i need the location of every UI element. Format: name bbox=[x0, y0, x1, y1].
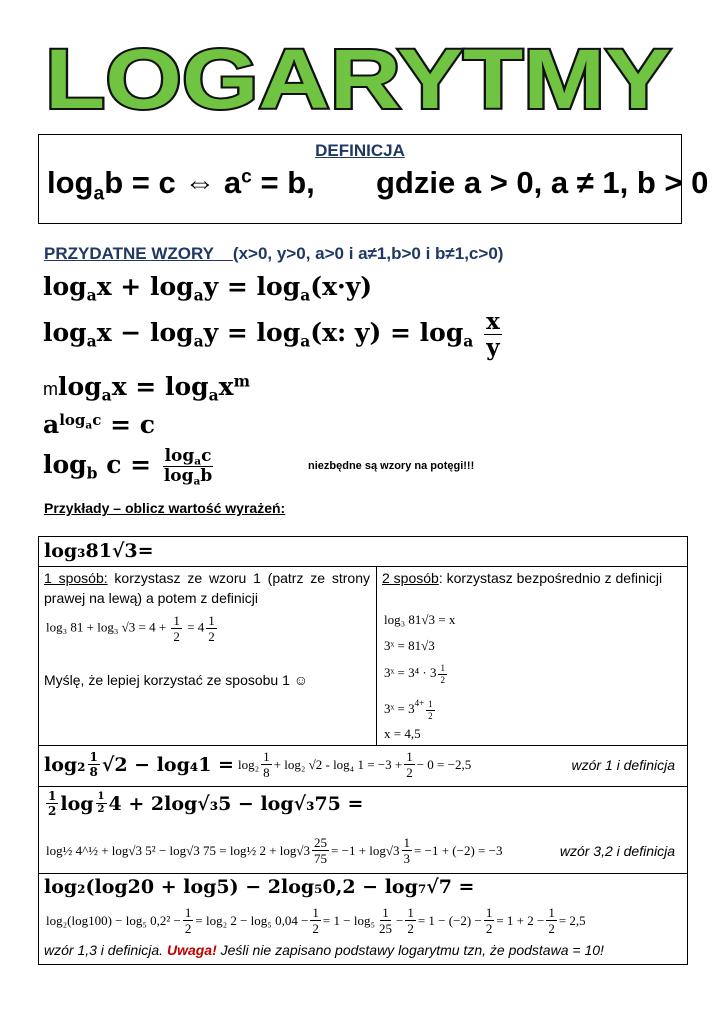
example-2-calc-den: 8 bbox=[263, 765, 270, 780]
example-4-d1: 2 bbox=[184, 921, 192, 936]
example-3-calc bbox=[46, 836, 502, 865]
formulas-conditions: (x>0, y>0, a>0 i a≠1,b>0 i b≠1,c>0) bbox=[232, 244, 504, 263]
example-3-task-log: log bbox=[60, 792, 94, 815]
method-2-label: 2 sposób bbox=[382, 570, 439, 586]
example-3-task bbox=[44, 790, 363, 817]
example-4-d2: 2 bbox=[312, 921, 319, 936]
example-4-calc-b: = log₂ 2 − log₅ 0,04 − bbox=[195, 912, 309, 928]
formula-2-den: y bbox=[486, 334, 500, 361]
formula-4-exp: logac bbox=[59, 410, 102, 432]
example-3-calc-num: 25 bbox=[314, 835, 328, 850]
example-2-calc-right: − 0 = −2,5 bbox=[416, 756, 472, 772]
example-1-task: log₃81√3= bbox=[44, 540, 154, 562]
example-3-calc-expr: log½ 4^½ + log√3 5² − log√3 75 = log½ 2 + log√3 bbox=[46, 842, 311, 858]
example-3-task-num: 1 bbox=[48, 789, 57, 803]
example-2-note: wzór 1 i definicja bbox=[571, 757, 675, 773]
example-1-method-2 bbox=[382, 568, 682, 588]
example-4-n2: 1 bbox=[312, 905, 319, 920]
example-4-calc-d: − bbox=[395, 912, 404, 928]
definition-condition: gdzie a > 0, a ≠ 1, b > 0 bbox=[376, 165, 709, 200]
example-2-task-num: 1 bbox=[89, 750, 98, 764]
footer-b: Jeśli nie zapisano podstawy logarytmu tzn, że podstawa = 10! bbox=[216, 942, 604, 958]
method-2-line-4 bbox=[384, 698, 437, 721]
example-4-calc bbox=[46, 906, 586, 935]
m2-l4-exp: 4+ bbox=[414, 698, 425, 708]
example-3-task-base-den: 2 bbox=[97, 804, 105, 815]
method-1-calc-expr: log₃ 81 + log₃ √3 = 4 + bbox=[46, 619, 167, 635]
example-2-calc-num: 1 bbox=[263, 749, 270, 764]
def-mid: b = c ⇔ a bbox=[104, 165, 242, 200]
method-1-calc bbox=[46, 614, 219, 643]
page-title-text: LOGARYTMY bbox=[45, 40, 671, 120]
formula-3-exp: m bbox=[233, 371, 250, 391]
method-2-line-3-expr: 3ˣ = 3⁴ · 3 bbox=[384, 665, 437, 680]
formula-5-base: b bbox=[86, 463, 98, 483]
page-title bbox=[38, 40, 678, 120]
def-base: a bbox=[93, 183, 105, 205]
formulas-heading bbox=[44, 244, 503, 264]
m2-l3-exp-den: 2 bbox=[440, 675, 445, 685]
example-2-calc-num-2: 1 bbox=[406, 749, 413, 764]
example-3-calc-right: = −1 + (−2) = −3 bbox=[414, 842, 503, 858]
formula-3-m: m bbox=[43, 379, 58, 399]
method-2-line-3 bbox=[384, 664, 449, 685]
m2-l4-exp-den: 2 bbox=[428, 711, 433, 721]
definition-heading: DEFINICJA bbox=[315, 141, 405, 160]
example-2-task-right: √2 − log₄1 = bbox=[101, 753, 234, 776]
example-3-task-den: 2 bbox=[48, 804, 57, 818]
formula-5: $\log_b c$ = $\frac{\log_ac}{\log_ab}$ bbox=[43, 446, 213, 488]
method-1-text: korzystasz ze wzoru 1 (patrz ze strony prawej na lewą) a potem z definicji bbox=[44, 570, 370, 606]
method-1-calc-den: 2 bbox=[173, 629, 180, 644]
method-1-result-num: 1 bbox=[208, 613, 215, 628]
example-2-calc-left: log₂ bbox=[237, 756, 260, 772]
example-4-task: log₂(log20 + log5) − 2log₅0,2 − log₇√7 = bbox=[44, 876, 475, 898]
def-exp: c bbox=[241, 166, 252, 188]
example-4-n4: 1 bbox=[407, 905, 414, 920]
formula-3: $mlog_ax = \log_ax^m$ bbox=[43, 371, 250, 405]
example-3-calc-num-2: 1 bbox=[403, 835, 411, 850]
example-4-d3: 25 bbox=[378, 921, 392, 936]
powers-note: niezbędne są wzory na potęgi!!! bbox=[308, 460, 475, 472]
formula-2-num: x bbox=[486, 308, 500, 335]
formula-4 bbox=[43, 410, 155, 439]
method-1-calc-eq: = 4 bbox=[187, 619, 205, 635]
def-right: = b, bbox=[251, 165, 315, 200]
example-4-footer bbox=[44, 942, 604, 958]
example-4-d5: 2 bbox=[485, 921, 493, 936]
example-2 bbox=[44, 750, 471, 779]
formula-4-right: = c bbox=[101, 410, 155, 439]
example-4-calc-c: = 1 − log₅ bbox=[322, 912, 375, 928]
example-3-calc-den-2: 3 bbox=[403, 851, 411, 866]
example-4-n6: 1 bbox=[548, 905, 555, 920]
method-2-text: : korzystasz bezpośrednio z definicji bbox=[438, 570, 663, 586]
example-3-calc-mid: = −1 + log√3 bbox=[331, 842, 400, 858]
example-2-calc-den-2: 2 bbox=[406, 765, 413, 780]
example-4-n5: 1 bbox=[485, 905, 493, 920]
m2-l4-exp-num: 1 bbox=[428, 699, 433, 709]
method-2-line-4-expr: 3ˣ = 3 bbox=[384, 701, 415, 716]
example-4-d4: 2 bbox=[407, 921, 414, 936]
example-2-task-left: log₂ bbox=[44, 753, 86, 776]
example-1-method-1 bbox=[44, 568, 370, 608]
formulas-heading-label: PRZYDATNE WZORY bbox=[44, 244, 214, 263]
method-1-result-den: 2 bbox=[208, 629, 215, 644]
definition-formula bbox=[47, 165, 709, 205]
example-4-calc-e: = 1 − (−2) − bbox=[417, 912, 482, 928]
example-3-task-base-num: 1 bbox=[97, 791, 105, 802]
formula-5-mid: c = bbox=[106, 450, 152, 479]
method-2-line-2: 3ˣ = 81√3 bbox=[384, 638, 435, 653]
example-3-calc-den: 75 bbox=[314, 851, 328, 866]
example-4-calc-g: = 2,5 bbox=[558, 912, 586, 928]
example-4-n3: 1 bbox=[382, 905, 389, 920]
warning-label: Uwaga! bbox=[166, 942, 217, 958]
formula-4-base: a bbox=[43, 410, 60, 439]
method-1-calc-num: 1 bbox=[173, 613, 180, 628]
examples-heading: Przykłady – oblicz wartość wyrażeń: bbox=[44, 500, 286, 516]
formula-5-log: log bbox=[43, 450, 87, 479]
example-4-d6: 2 bbox=[548, 921, 555, 936]
m2-l3-exp-num: 1 bbox=[440, 663, 445, 673]
formula-2: $\log_ax - \log_ay = \log_a(x$: $y) = \log_a$ $\frac{x}{y}$ bbox=[43, 308, 500, 361]
example-1-opinion: Myślę, że lepiej korzystać ze sposobu 1 ☺ bbox=[44, 672, 309, 688]
example-3-note: wzór 3,2 i definicja bbox=[559, 843, 675, 859]
method-1-label: 1 sposób: bbox=[44, 570, 108, 586]
definition-box bbox=[38, 134, 709, 224]
formula-1: $\log_ax + \log_ay = \log_a(x\cdot y)$ bbox=[43, 272, 373, 305]
def-log: log bbox=[47, 165, 94, 200]
method-2-line-5: x = 4,5 bbox=[384, 726, 421, 741]
footer-a: wzór 1,3 i definicja. bbox=[44, 942, 167, 958]
method-2-line-1: log₃ 81√3 = x bbox=[384, 612, 456, 627]
example-2-task-den: 8 bbox=[89, 765, 98, 779]
example-3-task-right: 4 + 2log√₃5 − log√₃75 = bbox=[108, 792, 364, 815]
example-4-calc-f: = 1 + 2 − bbox=[496, 912, 545, 928]
example-4-calc-a: log₂(log100) − log₅ 0,2² − bbox=[46, 912, 181, 928]
example-4-n1: 1 bbox=[184, 905, 192, 920]
example-2-calc-mid: + log₂ √2 - log₄ 1 = −3 + bbox=[273, 756, 403, 772]
